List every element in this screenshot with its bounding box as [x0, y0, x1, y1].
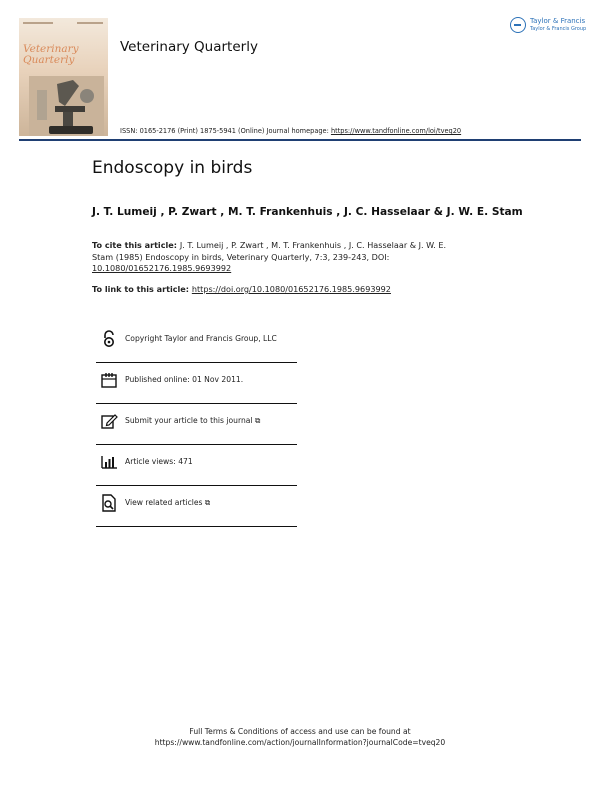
publisher-logo[interactable]: [510, 15, 585, 37]
info-row-published: [96, 363, 297, 404]
external-link-icon: ⧉: [204, 498, 211, 507]
issn-line: [120, 127, 461, 135]
link-label: To link to this article:: [92, 284, 192, 294]
info-row-submit[interactable]: [96, 404, 297, 445]
calendar-icon: [100, 371, 118, 389]
related-articles-link[interactable]: [125, 498, 210, 508]
header-divider: [19, 139, 581, 141]
cover-text-bar: [23, 22, 53, 24]
cover-title-line: Veterinary: [23, 43, 79, 55]
cite-text: J. T. Lumeij , P. Zwart , M. T. Frankenhuis , J. C. Hasselaar & J. W. E. Stam (1985) Endoscopy in birds, Veterinary Quarterly, 7:3, 239-243, DOI:: [92, 240, 447, 262]
journal-cover-image: [19, 18, 108, 136]
external-link-icon: ⧉: [254, 416, 261, 425]
row-divider: [96, 526, 297, 528]
journal-homepage-link[interactable]: https://www.tandfonline.com/loi/tveq20: [330, 127, 462, 135]
related-articles-label: View related articles: [125, 498, 203, 507]
issn-text: ISSN: 0165-2176 (Print) 1875-5941 (Online) Journal homepage:: [120, 127, 331, 135]
publisher-logo-icon: [510, 17, 526, 33]
cite-label: To cite this article:: [92, 240, 180, 250]
info-row-related[interactable]: [96, 486, 297, 527]
article-views-label: Article views: 471: [125, 457, 193, 466]
cite-doi-link[interactable]: 10.1080/01652176.1985.9693992: [92, 263, 232, 273]
copyright-label: Copyright Taylor and Francis Group, LLC: [125, 334, 277, 343]
footer-terms-line: Full Terms & Conditions of access and use can be found at: [189, 727, 411, 736]
footer-terms-url[interactable]: https://www.tandfonline.com/action/journalInformation?journalCode=tveq20: [154, 738, 446, 747]
citation-block: [92, 240, 462, 275]
info-row-copyright: [96, 322, 297, 363]
cover-title-line: Quarterly: [23, 54, 75, 66]
open-access-icon: [100, 330, 118, 348]
submit-article-label: Submit your article to this journal: [125, 416, 253, 425]
search-document-icon: [100, 494, 118, 512]
cover-title: [23, 44, 79, 66]
submit-article-link[interactable]: [125, 416, 260, 426]
info-row-views: [96, 445, 297, 486]
article-title: Endoscopy in birds: [92, 158, 253, 178]
article-authors: J. T. Lumeij , P. Zwart , M. T. Frankenhuis , J. C. Hasselaar & J. W. E. Stam: [92, 206, 523, 218]
cover-text-bar: [77, 22, 103, 24]
microscope-illustration: [29, 76, 104, 136]
published-label: Published online: 01 Nov 2011.: [125, 375, 244, 384]
journal-name[interactable]: Veterinary Quarterly: [120, 39, 258, 55]
article-doi-link[interactable]: https://doi.org/10.1080/01652176.1985.9693992: [191, 284, 391, 294]
article-link-line: [92, 284, 391, 294]
publisher-logo-line1: Taylor & Francis: [530, 17, 586, 25]
edit-icon: [100, 412, 118, 430]
bar-chart-icon: [100, 453, 118, 471]
publisher-logo-line2: Taylor & Francis Group: [530, 26, 587, 32]
